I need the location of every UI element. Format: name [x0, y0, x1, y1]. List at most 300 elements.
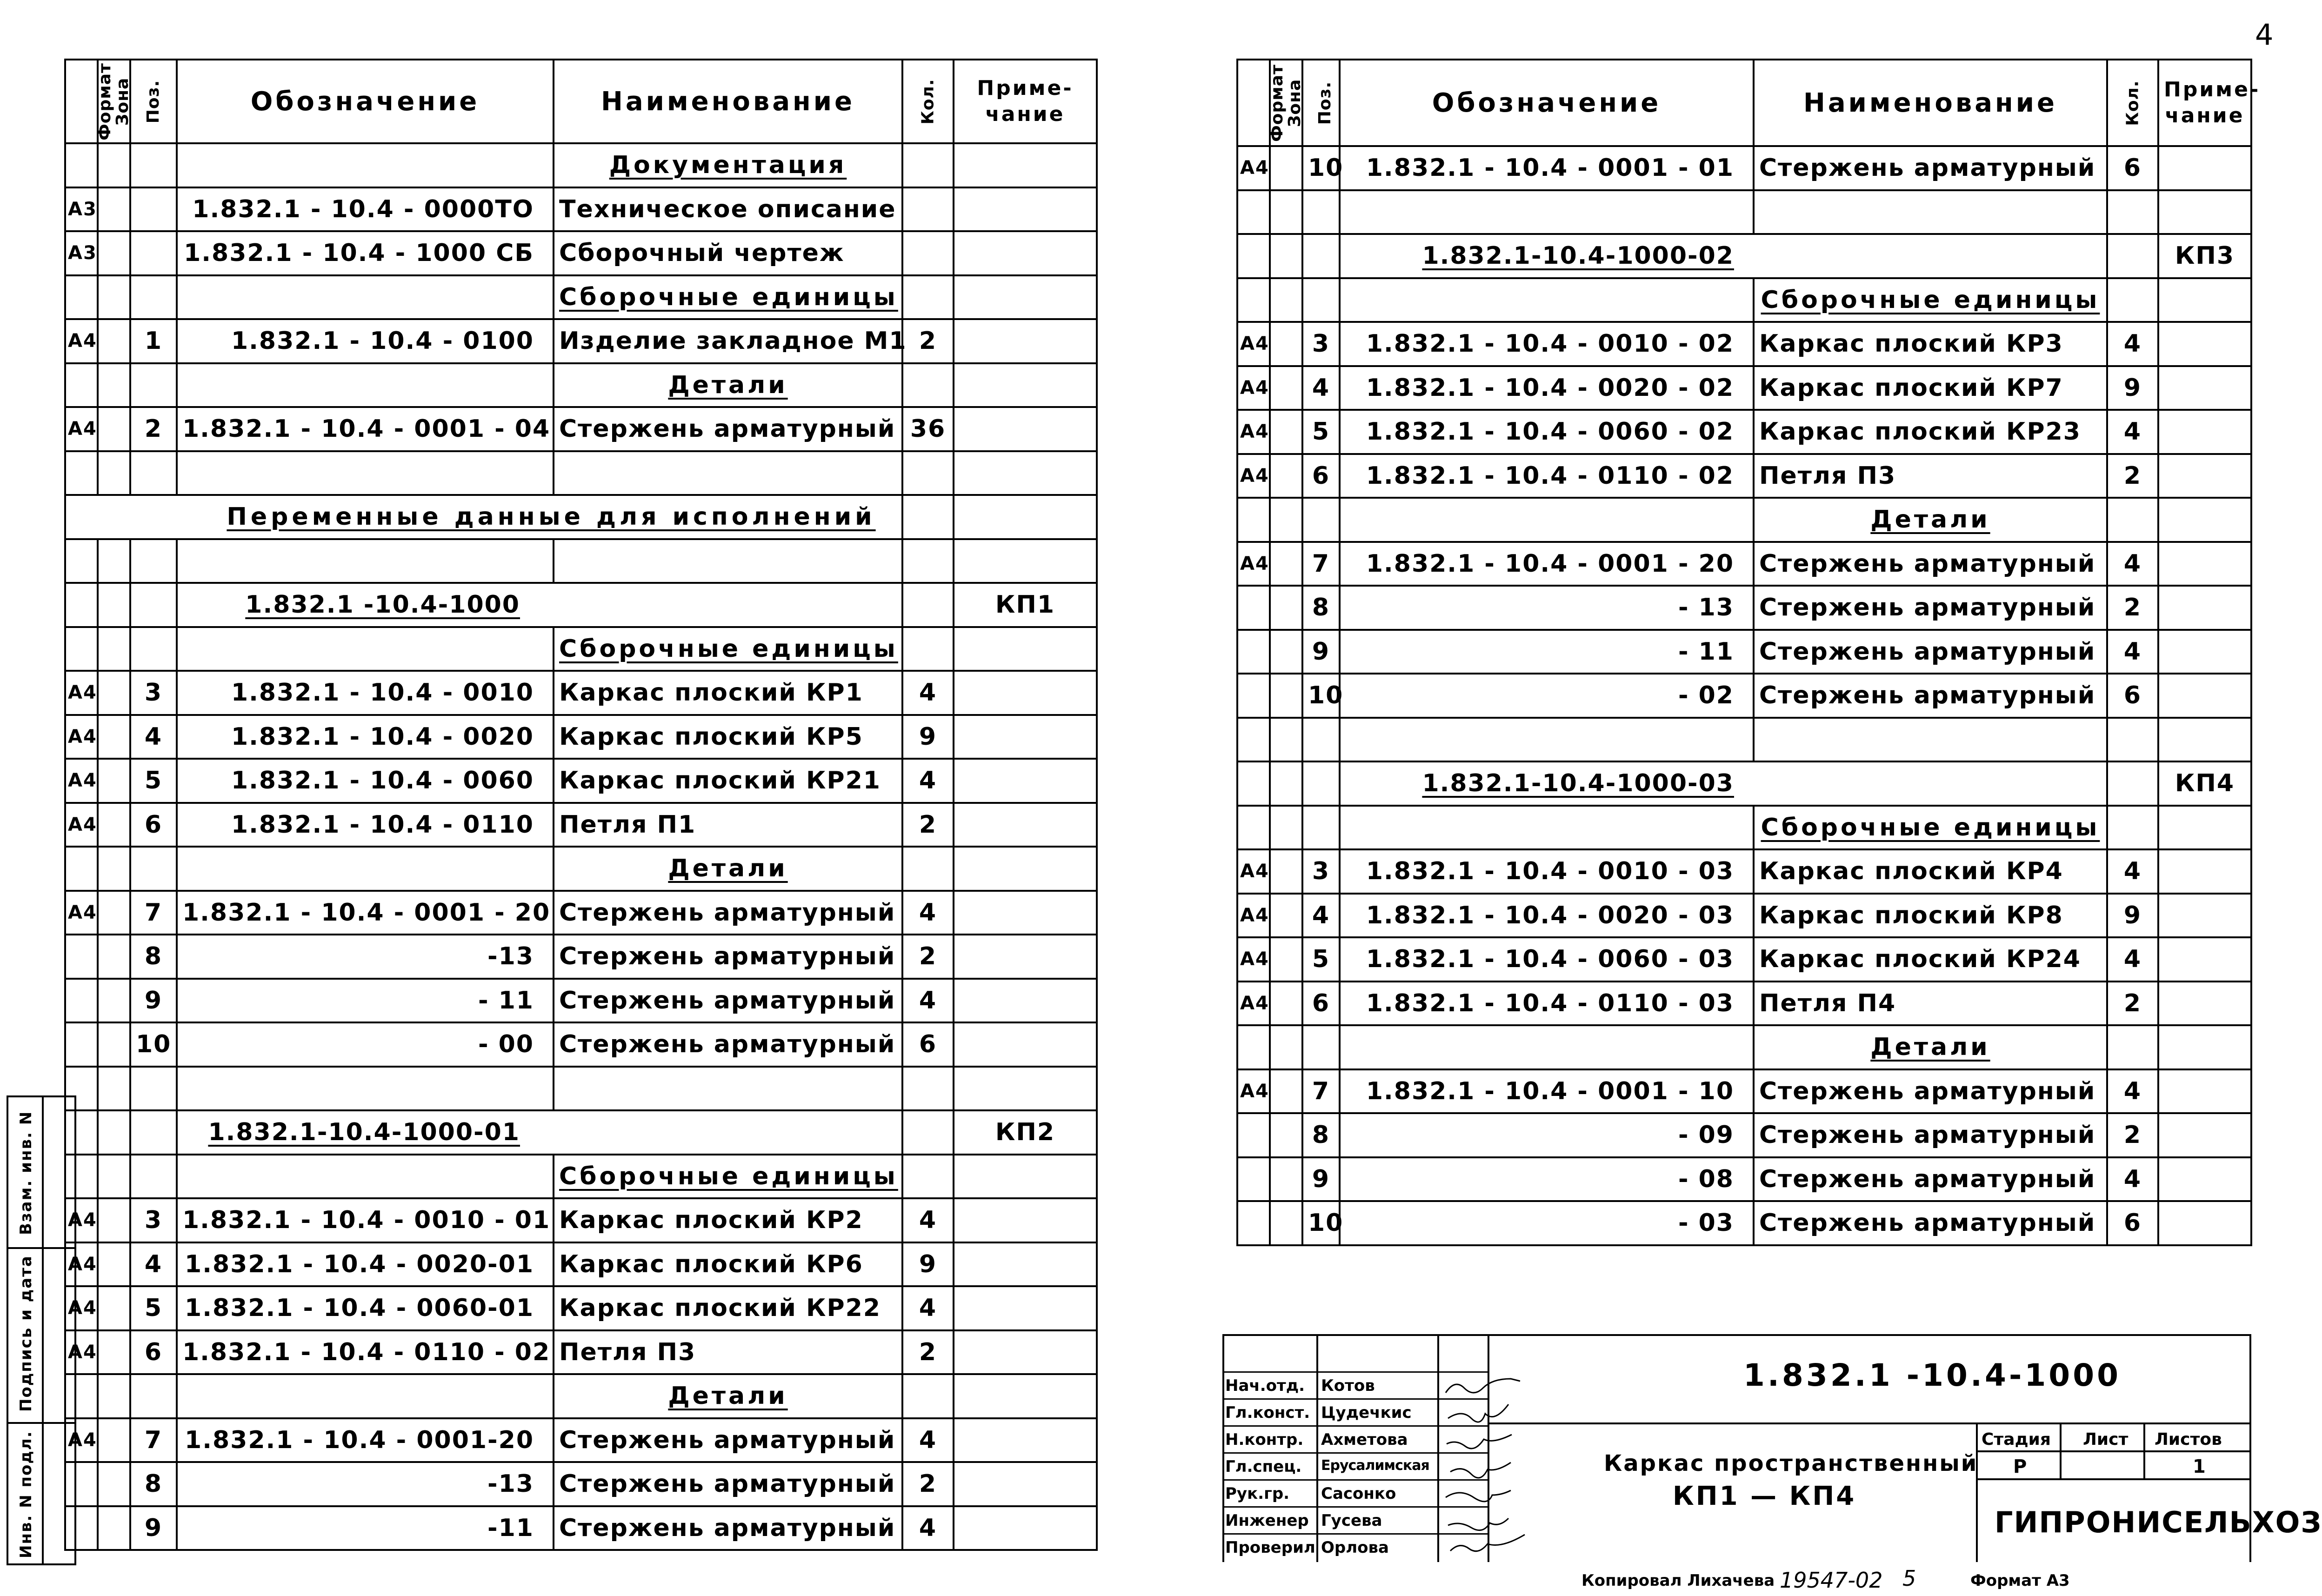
note-cell [2158, 674, 2251, 718]
pos-cell: 7 [1302, 542, 1340, 586]
table-row-section [1237, 1025, 2251, 1069]
qty-cell: 4 [2107, 849, 2158, 894]
note-cell [954, 715, 1097, 759]
name-cell: Стержень арматурный [554, 1462, 902, 1506]
empty-cell [1237, 718, 1270, 762]
name-cell: Изделие закладное М1 [554, 319, 902, 363]
zone-cell [1270, 982, 1302, 1026]
staff-name: Гусева [1321, 1511, 1382, 1530]
empty-cell [1302, 761, 1340, 806]
empty-cell [954, 847, 1097, 891]
empty-cell [954, 143, 1097, 187]
empty-cell [98, 1067, 130, 1111]
empty-cell [902, 847, 954, 891]
empty-cell [1340, 1025, 1754, 1069]
table-row [1237, 630, 2251, 674]
staff-role: Рук.гр. [1225, 1484, 1290, 1503]
empty-cell [1237, 1025, 1270, 1069]
section-title-text: Детали [668, 371, 788, 399]
empty-cell [1302, 278, 1340, 322]
pos-cell: 9 [130, 1506, 177, 1550]
empty-cell [98, 847, 130, 891]
table-row [1237, 454, 2251, 498]
name-cell: Каркас плоский КР7 [1754, 366, 2107, 410]
empty-cell [1237, 190, 1270, 234]
pos-cell: 6 [130, 1330, 177, 1375]
zone-cell [1270, 1201, 1302, 1245]
format-cell [1237, 1157, 1270, 1202]
zone-cell [1270, 542, 1302, 586]
qty-cell: 2 [902, 1462, 954, 1506]
format-cell: А4 [1237, 366, 1270, 410]
table-row [65, 671, 1097, 715]
note-cell [954, 935, 1097, 979]
designation-cell: - 03 [1340, 1201, 1754, 1245]
note-cell [2158, 454, 2251, 498]
note-cell [954, 803, 1097, 847]
qty-cell: 2 [2107, 982, 2158, 1026]
section-title [554, 627, 902, 671]
format-cell [1237, 586, 1270, 630]
empty-cell [177, 627, 554, 671]
empty-cell [1237, 761, 1270, 806]
name-cell: Стержень арматурный [1754, 1201, 2107, 1245]
designation-cell: - 11 [177, 979, 554, 1023]
name-cell: Стержень арматурный [1754, 1069, 2107, 1114]
designation-cell: 1.832.1 - 10.4 - 0060 - 02 [1340, 410, 1754, 454]
table-row-empty [65, 539, 1097, 583]
note-cell [2158, 630, 2251, 674]
zone-cell [1270, 410, 1302, 454]
variable-data-heading [65, 495, 902, 539]
format-cell: А4 [65, 671, 98, 715]
empty-cell [177, 1155, 554, 1199]
empty-cell [98, 583, 130, 627]
empty-cell [954, 1155, 1097, 1199]
name-cell: Стержень арматурный [1754, 674, 2107, 718]
note-cell [954, 231, 1097, 275]
empty-cell [130, 1155, 177, 1199]
empty-cell [1270, 278, 1302, 322]
zone-cell [98, 1506, 130, 1550]
table-row-section [65, 363, 1097, 407]
pos-cell: 5 [130, 759, 177, 803]
section-title [1754, 498, 2107, 542]
name-cell: Каркас плоский КР23 [1754, 410, 2107, 454]
empty-cell [902, 143, 954, 187]
table-row [1237, 1069, 2251, 1114]
qty-cell: 4 [2107, 630, 2158, 674]
zone-cell [98, 715, 130, 759]
empty-cell [130, 1067, 177, 1111]
qty-cell: 2 [902, 1330, 954, 1375]
zone-cell [98, 759, 130, 803]
note-cell [2158, 982, 2251, 1026]
table-row [1237, 1113, 2251, 1157]
table-row [1237, 674, 2251, 718]
name-cell: Каркас плоский КР5 [554, 715, 902, 759]
designation-cell: -11 [177, 1506, 554, 1550]
variant-note: КП4 [2158, 761, 2251, 806]
designation-cell: 1.832.1 - 10.4 - 0110 - 02 [177, 1330, 554, 1375]
stage-value: Р [2013, 1456, 2027, 1477]
staff-name: Орлова [1321, 1538, 1389, 1557]
designation-cell: -13 [177, 935, 554, 979]
name-cell: Каркас плоский КР8 [1754, 894, 2107, 938]
note-cell [954, 1462, 1097, 1506]
pos-cell: 8 [1302, 586, 1340, 630]
table-row [65, 715, 1097, 759]
strip-cell-sign-date [42, 1247, 76, 1424]
zone-cell [98, 1198, 130, 1242]
empty-cell [98, 275, 130, 320]
note-cell [954, 671, 1097, 715]
table-row [65, 891, 1097, 935]
qty-cell: 9 [2107, 366, 2158, 410]
left-spec-table [64, 59, 1098, 1551]
empty-cell [2107, 498, 2158, 542]
empty-cell [902, 539, 954, 583]
format-cell [1237, 674, 1270, 718]
empty-cell [1340, 190, 1754, 234]
staff-name: Сасонко [1321, 1484, 1396, 1503]
zone-cell [98, 187, 130, 232]
note-cell [954, 407, 1097, 451]
table-row [65, 1242, 1097, 1287]
col-qty: Кол. [902, 60, 954, 143]
qty-cell [902, 187, 954, 232]
table-row [1237, 849, 2251, 894]
name-cell: Каркас плоский КР2 [554, 1198, 902, 1242]
qty-cell: 2 [2107, 586, 2158, 630]
section-title [1754, 1025, 2107, 1069]
name-cell: Стержень арматурный [1754, 1113, 2107, 1157]
format-cell: А4 [65, 1242, 98, 1287]
format-cell: А4 [65, 319, 98, 363]
zone-cell [98, 1286, 130, 1330]
empty-cell [1340, 806, 1754, 850]
empty-cell [1340, 278, 1754, 322]
empty-cell [98, 451, 130, 495]
qty-cell [902, 231, 954, 275]
empty-cell [902, 1155, 954, 1199]
pos-cell [130, 187, 177, 232]
format-cell: А4 [65, 891, 98, 935]
designation-cell: 1.832.1 - 10.4 - 0001 - 20 [1340, 542, 1754, 586]
zone-cell [98, 407, 130, 451]
pos-cell: 10 [1302, 1201, 1340, 1245]
col-note: Приме- чание [954, 60, 1097, 143]
copy-page: 5 [1902, 1566, 1916, 1591]
qty-cell: 4 [902, 891, 954, 935]
note-cell [954, 187, 1097, 232]
zone-cell [98, 1330, 130, 1375]
staff-name: Котов [1321, 1376, 1375, 1395]
sheet-number: 4 [2255, 18, 2274, 52]
col-qty: Кол. [2107, 60, 2158, 146]
empty-cell [177, 363, 554, 407]
designation-cell: - 00 [177, 1022, 554, 1067]
zone-cell [1270, 849, 1302, 894]
empty-cell [2158, 190, 2251, 234]
empty-cell [65, 627, 98, 671]
empty-cell [1237, 278, 1270, 322]
pos-cell: 2 [130, 407, 177, 451]
staff-role: Проверил [1225, 1538, 1315, 1557]
designation-cell: - 08 [1340, 1157, 1754, 1202]
zone-cell [1270, 1113, 1302, 1157]
document-code: 1.832.1 -10.4-1000 [1743, 1357, 2122, 1393]
format-cell: А4 [65, 1330, 98, 1375]
zone-cell [1270, 674, 1302, 718]
section-title-text: Сборочные единицы [1761, 813, 2100, 841]
pos-cell: 4 [130, 1242, 177, 1287]
qty-cell: 4 [902, 1418, 954, 1462]
empty-cell [1754, 190, 2107, 234]
col-format: Формат [65, 60, 98, 143]
sheets-value: 1 [2193, 1456, 2206, 1477]
inv-orig-label: Инв. N подл. [17, 1430, 35, 1558]
empty-cell [2107, 718, 2158, 762]
variant-code [1340, 234, 2107, 278]
section-title-text: Сборочные единицы [559, 1162, 898, 1190]
format-cell: А4 [1237, 1069, 1270, 1114]
table-row-section [1237, 806, 2251, 850]
empty-cell [954, 363, 1097, 407]
zone-cell [98, 891, 130, 935]
designation-cell: 1.832.1 - 10.4 - 0001 - 01 [1340, 146, 1754, 190]
format-cell [1237, 630, 1270, 674]
designation-cell: 1.832.1 - 10.4 - 0001-20 [177, 1418, 554, 1462]
table-row [65, 407, 1097, 451]
empty-cell [1302, 718, 1340, 762]
note-cell [954, 1286, 1097, 1330]
qty-cell: 9 [902, 1242, 954, 1287]
empty-cell [1237, 498, 1270, 542]
empty-cell [2107, 806, 2158, 850]
name-cell: Стержень арматурный [1754, 586, 2107, 630]
staff-role: Инженер [1225, 1511, 1309, 1530]
designation-cell: - 11 [1340, 630, 1754, 674]
pos-cell: 5 [1302, 937, 1340, 982]
table-row [1237, 586, 2251, 630]
qty-cell: 4 [902, 1286, 954, 1330]
section-title [554, 275, 902, 320]
designation-cell: 1.832.1 - 10.4 - 1000 СБ [177, 231, 554, 275]
col-pos: Поз. [1302, 60, 1340, 146]
empty-cell [1302, 190, 1340, 234]
empty-cell [98, 627, 130, 671]
pos-cell: 3 [130, 671, 177, 715]
empty-cell [130, 539, 177, 583]
variable-data-text: Переменные данные для исполнений [227, 503, 876, 531]
empty-cell [65, 847, 98, 891]
format-cell [65, 979, 98, 1023]
table-row [65, 803, 1097, 847]
empty-cell [1302, 806, 1340, 850]
designation-cell: 1.832.1 - 10.4 - 0010 - 02 [1340, 322, 1754, 366]
format-cell: А4 [65, 1286, 98, 1330]
strip-divider [7, 1247, 44, 1249]
note-cell [2158, 894, 2251, 938]
empty-cell [177, 1374, 554, 1418]
empty-cell [130, 847, 177, 891]
qty-cell: 4 [2107, 542, 2158, 586]
note-cell [954, 1418, 1097, 1462]
pos-cell: 6 [1302, 454, 1340, 498]
empty-cell [2158, 718, 2251, 762]
note-cell [954, 891, 1097, 935]
pos-cell: 4 [130, 715, 177, 759]
table-row-empty [65, 1067, 1097, 1111]
empty-cell [130, 1374, 177, 1418]
note-cell [954, 979, 1097, 1023]
qty-cell: 9 [902, 715, 954, 759]
empty-cell [2158, 498, 2251, 542]
col-zone: Зона [98, 60, 130, 143]
zone-cell [1270, 630, 1302, 674]
designation-cell: 1.832.1 - 10.4 - 0020 [177, 715, 554, 759]
section-title [554, 143, 902, 187]
empty-cell [1237, 806, 1270, 850]
empty-cell [1302, 1025, 1340, 1069]
qty-cell: 2 [2107, 1113, 2158, 1157]
staff-name: Ерусалимская [1321, 1457, 1429, 1474]
section-title-text: Сборочные единицы [559, 634, 898, 663]
empty-cell [2107, 234, 2158, 278]
table-row-empty [65, 451, 1097, 495]
table-row [1237, 982, 2251, 1026]
empty-cell [130, 583, 177, 627]
archive-number: 19547-02 [1780, 1568, 1883, 1593]
zone-cell [1270, 146, 1302, 190]
zone-cell [98, 979, 130, 1023]
format-cell [65, 1022, 98, 1067]
section-title [1754, 278, 2107, 322]
pos-cell: 10 [1302, 674, 1340, 718]
staff-name: Цудечкис [1321, 1403, 1412, 1422]
table-row-code [1237, 761, 2251, 806]
designation-cell: 1.832.1 - 10.4 - 0020 - 03 [1340, 894, 1754, 938]
qty-cell: 4 [902, 979, 954, 1023]
staff-role: Н.контр. [1225, 1430, 1304, 1449]
empty-cell [1237, 234, 1270, 278]
empty-cell [98, 1374, 130, 1418]
pos-cell [130, 231, 177, 275]
col-note: Приме- чание [2158, 60, 2251, 146]
variant-code-text: 1.832.1-10.4-1000-02 [1422, 242, 1734, 270]
format-cell: А4 [65, 715, 98, 759]
note-cell [2158, 1069, 2251, 1114]
qty-cell: 2 [902, 935, 954, 979]
section-title-text: Детали [668, 1382, 788, 1410]
name-cell: Техническое описание [554, 187, 902, 232]
pos-cell: 9 [1302, 1157, 1340, 1202]
pos-cell: 9 [130, 979, 177, 1023]
staff-name: Ахметова [1321, 1430, 1408, 1449]
empty-cell [2107, 190, 2158, 234]
designation-cell: 1.832.1 - 10.4 - 0100 [177, 319, 554, 363]
empty-cell [1340, 498, 1754, 542]
pos-cell: 5 [1302, 410, 1340, 454]
empty-cell [1754, 718, 2107, 762]
table-row [65, 1330, 1097, 1375]
col-name: Наименование [1754, 60, 2107, 146]
pos-cell: 8 [130, 935, 177, 979]
section-title [554, 847, 902, 891]
empty-cell [65, 539, 98, 583]
empty-cell [2107, 1025, 2158, 1069]
table-row [65, 935, 1097, 979]
format-cell: А4 [1237, 454, 1270, 498]
note-cell [2158, 586, 2251, 630]
replaced-inv-label: Взам. инв. N [17, 1110, 35, 1235]
col-designation: Обозначение [1340, 60, 1754, 146]
zone-cell [98, 671, 130, 715]
empty-cell [130, 1110, 177, 1155]
qty-cell: 4 [2107, 322, 2158, 366]
format-cell: А4 [1237, 894, 1270, 938]
empty-cell [1340, 718, 1754, 762]
table-row [65, 187, 1097, 232]
format-cell: А4 [65, 1198, 98, 1242]
designation-cell: 1.832.1 - 10.4 - 0010 [177, 671, 554, 715]
empty-cell [65, 143, 98, 187]
table-row [65, 231, 1097, 275]
note-cell [954, 319, 1097, 363]
name-cell: Стержень арматурный [1754, 146, 2107, 190]
table-row [1237, 894, 2251, 938]
name-cell: Каркас плоский КР1 [554, 671, 902, 715]
header-row [65, 60, 1097, 143]
empty-cell [65, 451, 98, 495]
empty-cell [902, 363, 954, 407]
pos-cell: 3 [130, 1198, 177, 1242]
qty-cell: 4 [902, 671, 954, 715]
copied-by: Копировал Лихачева [1581, 1571, 1775, 1590]
table-row-section [1237, 278, 2251, 322]
note-cell [2158, 1157, 2251, 1202]
empty-cell [1270, 190, 1302, 234]
title-block [1222, 1334, 2322, 1562]
empty-cell [98, 1110, 130, 1155]
strip-cell-replaced-inv [42, 1095, 76, 1249]
variant-code [1340, 761, 2107, 806]
empty-cell [130, 143, 177, 187]
table-row-code [1237, 234, 2251, 278]
empty-cell [130, 275, 177, 320]
empty-cell [902, 451, 954, 495]
empty-cell [177, 1067, 554, 1111]
designation-cell: - 13 [1340, 586, 1754, 630]
format-cell: А4 [1237, 542, 1270, 586]
empty-cell [177, 847, 554, 891]
qty-cell: 4 [902, 759, 954, 803]
note-cell [954, 1198, 1097, 1242]
table-row-section [65, 847, 1097, 891]
qty-cell: 2 [2107, 454, 2158, 498]
empty-cell [1270, 498, 1302, 542]
table-row-code [65, 583, 1097, 627]
qty-cell: 9 [2107, 894, 2158, 938]
sheet-label: Лист [2083, 1430, 2128, 1449]
name-cell: Петля П3 [1754, 454, 2107, 498]
name-cell: Стержень арматурный [1754, 542, 2107, 586]
designation-cell: 1.832.1 - 10.4 - 0060 - 03 [1340, 937, 1754, 982]
pos-cell: 6 [1302, 982, 1340, 1026]
name-cell: Петля П1 [554, 803, 902, 847]
col-designation: Обозначение [177, 60, 554, 143]
